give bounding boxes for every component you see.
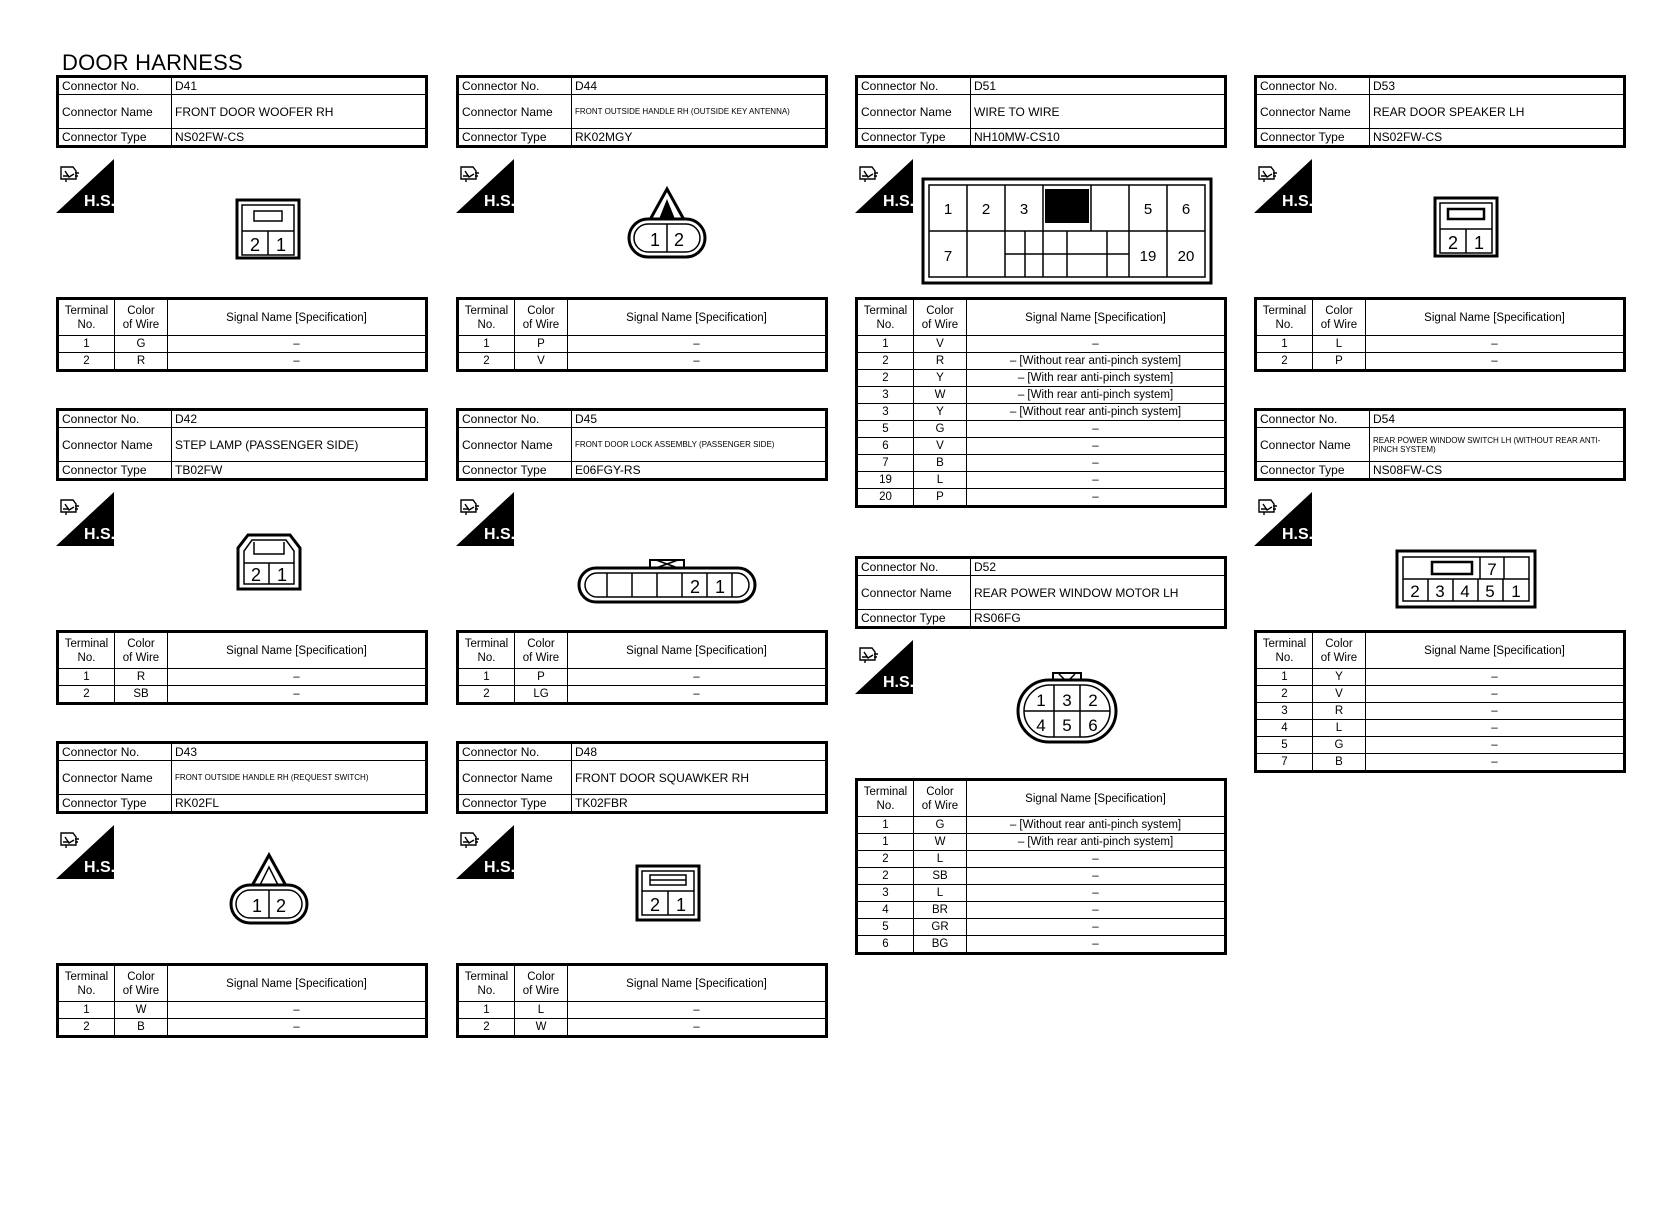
svg-text:1: 1: [714, 577, 726, 597]
svg-text:1: 1: [251, 896, 263, 916]
svg-text:1: 1: [275, 235, 287, 255]
connector-block: [456, 741, 828, 1033]
svg-text:6: 6: [1181, 201, 1191, 218]
table-row: 2 V –: [1256, 686, 1625, 703]
connector-face-diagram: [234, 532, 304, 592]
connector-block: [456, 408, 828, 700]
svg-text:1: 1: [276, 565, 288, 585]
svg-text:5: 5: [1143, 201, 1153, 218]
svg-text:1: 1: [675, 895, 687, 915]
connector-face-diagram: [1432, 195, 1502, 261]
terminal-table: Terminal No. Color of Wire Signal Name [Specification] 1 V – 2 R – [Without rear anti-pinch system] 2 Y – [With rear anti-pinch system] 3 W – [With rear anti-pinch system] 3 Y – [Without rear anti-pinch system] 5 G – 6 V – 7 B – 19 L – 20 P –: [855, 297, 1227, 508]
table-row: 1 Y –: [1256, 669, 1625, 686]
terminal-table: Terminal No. Color of Wire Signal Name [Specification] 1 R – 2 SB –: [56, 630, 428, 705]
table-row: 2 SB –: [58, 686, 427, 704]
table-row: 1 P –: [458, 336, 827, 353]
harness-side-icon: [1254, 159, 1312, 213]
page-title: DOOR HARNESS: [62, 50, 243, 75]
harness-side-icon: [456, 159, 514, 213]
table-row: 2 P –: [1256, 353, 1625, 371]
table-row: 19 L –: [857, 472, 1226, 489]
connector-block: [855, 556, 1227, 950]
connector-block: [1254, 408, 1626, 768]
table-row: 1 V –: [857, 336, 1226, 353]
table-row: 1 G – [Without rear anti-pinch system]: [857, 817, 1226, 834]
table-row: 4 BR –: [857, 902, 1226, 919]
table-row: 2 B –: [58, 1019, 427, 1037]
table-row: 20 P –: [857, 489, 1226, 507]
connector-info: Connector No. D45 Connector Name FRONT DOOR LOCK ASSEMBLY (PASSENGER SIDE) Connector Type E06FGY-RS: [456, 408, 828, 481]
connector-info: Connector No. D41 Connector Name FRONT DOOR WOOFER RH Connector Type NS02FW-CS: [56, 75, 428, 148]
harness-side-icon: [456, 492, 514, 546]
svg-text:2: 2: [649, 895, 661, 915]
table-row: 5 G –: [1256, 737, 1625, 754]
svg-text:2: 2: [275, 896, 287, 916]
svg-text:5: 5: [1062, 716, 1072, 735]
table-row: 2 R –: [58, 353, 427, 371]
connector-info: Connector No. D43 Connector Name FRONT OUTSIDE HANDLE RH (REQUEST SWITCH) Connector Type RK02FL: [56, 741, 428, 814]
svg-text:2: 2: [981, 201, 991, 218]
table-row: 2 V –: [458, 353, 827, 371]
table-row: 6 V –: [857, 438, 1226, 455]
svg-text:1: 1: [1036, 691, 1046, 710]
connector-info: Connector No. D52 Connector Name REAR POWER WINDOW MOTOR LH Connector Type RS06FG: [855, 556, 1227, 629]
terminal-table: Terminal No. Color of Wire Signal Name [Specification] 1 P – 2 V –: [456, 297, 828, 372]
table-row: 2 Y – [With rear anti-pinch system]: [857, 370, 1226, 387]
table-row: 1 G –: [58, 336, 427, 353]
connector-face-diagram: [1394, 548, 1538, 610]
svg-text:1: 1: [1511, 582, 1521, 601]
harness-side-icon: [855, 640, 913, 694]
svg-text:5: 5: [1485, 582, 1495, 601]
table-row: 1 L –: [1256, 336, 1625, 353]
svg-text:1: 1: [943, 201, 953, 218]
table-row: 5 G –: [857, 421, 1226, 438]
svg-text:2: 2: [1410, 582, 1420, 601]
svg-text:1: 1: [1473, 233, 1485, 253]
terminal-table: Terminal No. Color of Wire Signal Name [Specification] 1 G – 2 R –: [56, 297, 428, 372]
svg-text:3: 3: [1062, 691, 1072, 710]
svg-text:19: 19: [1139, 248, 1157, 265]
table-row: 1 P –: [458, 669, 827, 686]
table-row: 2 L –: [857, 851, 1226, 868]
svg-text:6: 6: [1088, 716, 1098, 735]
harness-side-icon: [56, 492, 114, 546]
connector-info: Connector No. D42 Connector Name STEP LAMP (PASSENGER SIDE) Connector Type TB02FW: [56, 408, 428, 481]
svg-text:2: 2: [250, 565, 262, 585]
harness-side-icon: [56, 159, 114, 213]
svg-text:3: 3: [1019, 201, 1029, 218]
table-row: 3 R –: [1256, 703, 1625, 720]
table-row: 5 GR –: [857, 919, 1226, 936]
table-row: 2 W –: [458, 1019, 827, 1037]
svg-text:7: 7: [1487, 560, 1497, 579]
harness-side-icon: [1254, 492, 1312, 546]
harness-side-icon: [855, 159, 913, 213]
terminal-table: Terminal No. Color of Wire Signal Name [Specification] 1 L – 2 P –: [1254, 297, 1626, 372]
svg-text:4: 4: [1036, 716, 1046, 735]
connector-block: [56, 75, 428, 367]
connector-info: Connector No. D48 Connector Name FRONT DOOR SQUAWKER RH Connector Type TK02FBR: [456, 741, 828, 814]
connector-face-diagram: [576, 556, 758, 606]
connector-block: [56, 741, 428, 1033]
table-row: 1 W –: [58, 1002, 427, 1019]
connector-block: [456, 75, 828, 367]
harness-side-icon: [56, 825, 114, 879]
connector-block: [855, 75, 1227, 503]
svg-text:20: 20: [1177, 248, 1195, 265]
connector-face-diagram: [226, 851, 312, 931]
terminal-table: Terminal No. Color of Wire Signal Name [Specification] 1 L – 2 W –: [456, 963, 828, 1038]
table-row: 3 L –: [857, 885, 1226, 902]
terminal-table: Terminal No. Color of Wire Signal Name [Specification] 1 G – [Without rear anti-pinch system] 1 W – [With rear anti-pinch system] 2 L – 2 SB – 3 L – 4 BR – 5 GR – 6 BG –: [855, 778, 1227, 955]
svg-text:2: 2: [689, 577, 701, 597]
connector-block: [56, 408, 428, 700]
table-row: 7 B –: [857, 455, 1226, 472]
svg-text:2: 2: [1088, 691, 1098, 710]
terminal-table: Terminal No. Color of Wire Signal Name [Specification] 1 P – 2 LG –: [456, 630, 828, 705]
svg-text:2: 2: [1447, 233, 1459, 253]
table-row: 7 B –: [1256, 754, 1625, 772]
svg-text:1: 1: [649, 230, 661, 250]
table-row: 2 LG –: [458, 686, 827, 704]
table-row: 3 Y – [Without rear anti-pinch system]: [857, 404, 1226, 421]
connector-face-diagram: [634, 863, 704, 925]
harness-side-icon: [456, 825, 514, 879]
svg-text:3: 3: [1435, 582, 1445, 601]
svg-text:7: 7: [943, 248, 953, 265]
terminal-table: Terminal No. Color of Wire Signal Name [Specification] 1 W – 2 B –: [56, 963, 428, 1038]
terminal-table: Terminal No. Color of Wire Signal Name [Specification] 1 Y – 2 V – 3 R – 4 L – 5 G – 7 B –: [1254, 630, 1626, 773]
table-row: 1 W – [With rear anti-pinch system]: [857, 834, 1226, 851]
connector-face-diagram: [624, 185, 710, 265]
connector-face-diagram: [921, 177, 1213, 285]
connector-block: [1254, 75, 1626, 367]
svg-text:2: 2: [249, 235, 261, 255]
table-row: 6 BG –: [857, 936, 1226, 954]
connector-info: Connector No. D51 Connector Name WIRE TO WIRE Connector Type NH10MW-CS10: [855, 75, 1227, 148]
connector-face-diagram: [1015, 670, 1119, 746]
connector-info: Connector No. D54 Connector Name REAR POWER WINDOW SWITCH LH (WITHOUT REAR ANTI-PINCH SYSTEM) Connector Type NS08FW-CS: [1254, 408, 1626, 481]
table-row: 1 L –: [458, 1002, 827, 1019]
table-row: 2 R – [Without rear anti-pinch system]: [857, 353, 1226, 370]
svg-text:4: 4: [1460, 582, 1470, 601]
table-row: 2 SB –: [857, 868, 1226, 885]
connector-face-diagram: [234, 197, 304, 263]
connector-info: Connector No. D44 Connector Name FRONT OUTSIDE HANDLE RH (OUTSIDE KEY ANTENNA) Connector Type RK02MGY: [456, 75, 828, 148]
table-row: 3 W – [With rear anti-pinch system]: [857, 387, 1226, 404]
connector-info: Connector No. D53 Connector Name REAR DOOR SPEAKER LH Connector Type NS02FW-CS: [1254, 75, 1626, 148]
table-row: 4 L –: [1256, 720, 1625, 737]
svg-text:2: 2: [673, 230, 685, 250]
table-row: 1 R –: [58, 669, 427, 686]
